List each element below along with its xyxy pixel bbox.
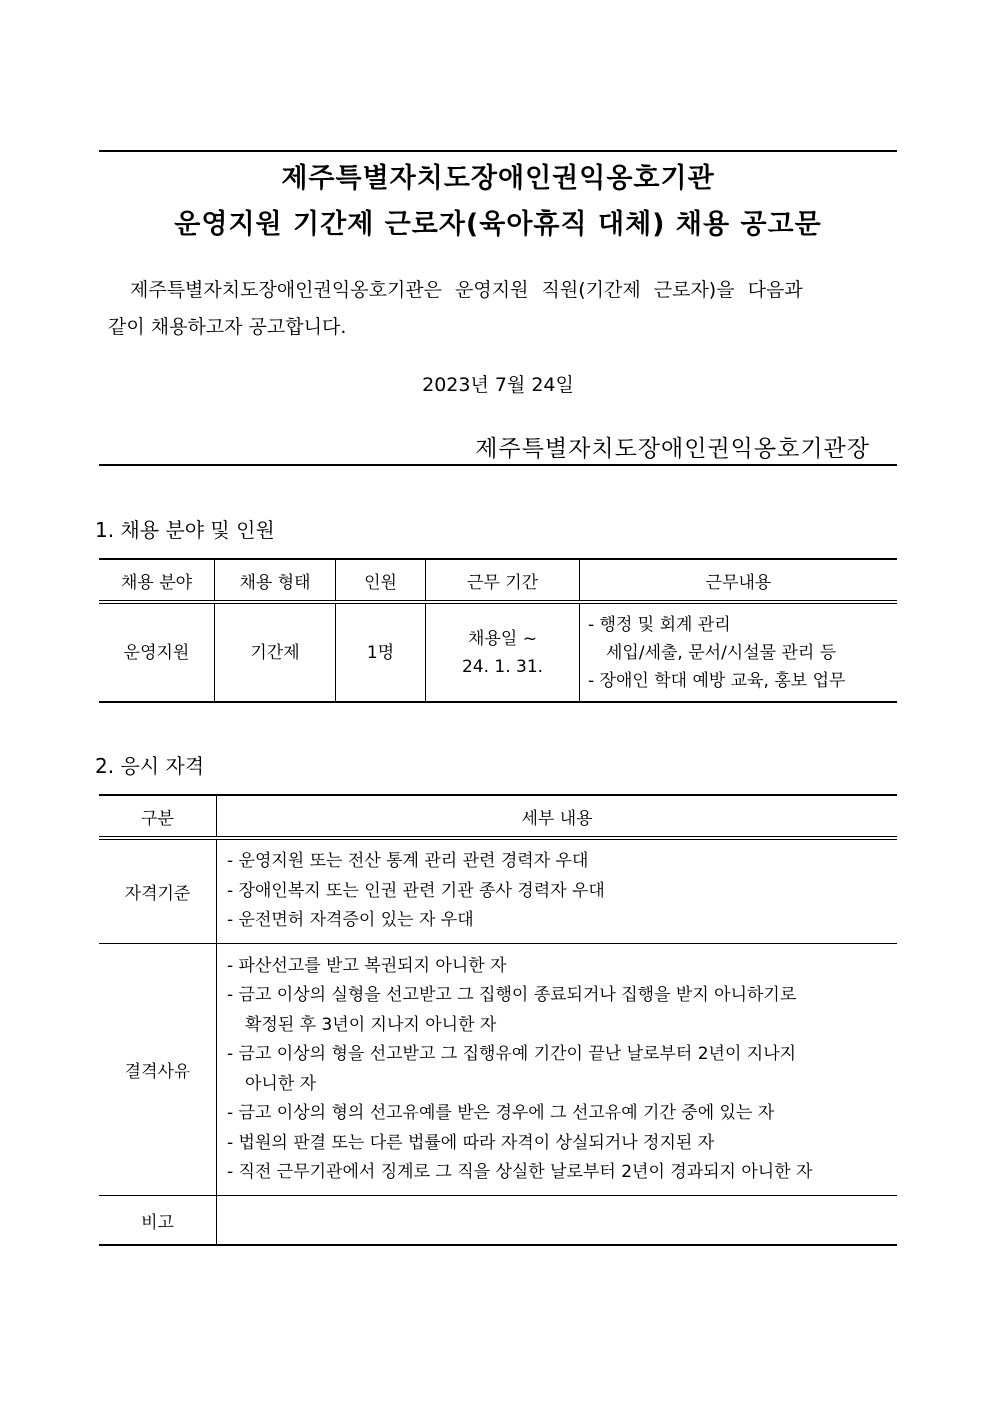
disqualification-details bbox=[217, 944, 898, 1196]
col-category: 구분 bbox=[99, 795, 217, 838]
col-type: 채용 형태 bbox=[215, 559, 336, 602]
table-row bbox=[99, 602, 897, 702]
duty-item: - 장애인 학대 예방 교육, 홍보 업무 bbox=[588, 670, 846, 691]
cell-type: 기간제 bbox=[215, 602, 336, 702]
cell-field: 운영지원 bbox=[99, 602, 215, 702]
remarks-value bbox=[217, 1196, 898, 1246]
qualification-details bbox=[217, 838, 898, 944]
list-item: 아니한 자 bbox=[245, 1073, 317, 1094]
list-item: - 운영지원 또는 전산 통계 관리 관련 경력자 우대 bbox=[227, 851, 589, 872]
col-count: 인원 bbox=[336, 559, 426, 602]
table-row bbox=[99, 1196, 897, 1246]
header-bottom-rule bbox=[99, 464, 897, 466]
list-item: - 운전면허 자격증이 있는 자 우대 bbox=[227, 910, 474, 931]
table-row bbox=[99, 838, 897, 944]
list-item: - 금고 이상의 형의 선고유예를 받은 경우에 그 선고유예 기간 중에 있는 자 bbox=[227, 1103, 775, 1123]
col-details: 세부 내용 bbox=[217, 795, 898, 838]
intro-line-2: 같이 채용하고자 공고합니다. bbox=[108, 316, 347, 338]
list-item: - 장애인복지 또는 인권 관련 기관 종사 경력자 우대 bbox=[227, 880, 605, 901]
col-period: 근무 기간 bbox=[426, 559, 580, 602]
header-top-rule bbox=[99, 150, 897, 152]
eligibility-table bbox=[99, 794, 897, 1246]
intro-line-1: 제주특별자치도장애인권익옹호기관은 운영지원 직원(기간제 근로자)을 다음과 bbox=[130, 279, 803, 301]
col-field: 채용 분야 bbox=[99, 559, 215, 602]
list-item: - 직전 근무기관에서 징계로 그 직을 상실한 날로부터 2년이 경과되지 아니한 자 bbox=[227, 1162, 813, 1182]
table-header-row bbox=[99, 559, 897, 602]
list-item: 확정된 후 3년이 지나지 아니한 자 bbox=[245, 1014, 497, 1035]
period-start: 채용일 ~ bbox=[468, 628, 537, 649]
duty-item: 세입/세출, 문서/시설물 관리 등 bbox=[606, 642, 837, 663]
list-item: - 파산선고를 받고 복권되지 아니한 자 bbox=[227, 955, 507, 976]
period-end: 24. 1. 31. bbox=[461, 656, 544, 677]
recruitment-table bbox=[99, 558, 897, 703]
table-header-row bbox=[99, 795, 897, 838]
qualification-label: 자격기준 bbox=[99, 838, 217, 944]
cell-duties bbox=[580, 602, 898, 702]
announcement-date: 2023년 7월 24일 bbox=[422, 374, 574, 396]
duty-item: - 행정 및 회계 관리 bbox=[588, 614, 731, 635]
cell-count: 1명 bbox=[336, 602, 426, 702]
remarks-label: 비고 bbox=[99, 1196, 217, 1246]
list-item: - 금고 이상의 형을 선고받고 그 집행유예 기간이 끝난 날로부터 2년이 지나지 bbox=[227, 1044, 797, 1064]
table-row bbox=[99, 944, 897, 1196]
cell-period bbox=[426, 602, 580, 702]
col-duties: 근무내용 bbox=[580, 559, 898, 602]
issuer-name: 제주특별자치도장애인권익옹호기관장 bbox=[475, 436, 870, 462]
list-item: - 법원의 판결 또는 다른 법률에 따라 자격이 상실되거나 정지된 자 bbox=[227, 1132, 715, 1153]
section-2-heading: 2. 응시 자격 bbox=[95, 754, 205, 778]
disqualification-label: 결격사유 bbox=[99, 944, 217, 1196]
section-1-heading: 1. 채용 분야 및 인원 bbox=[95, 518, 275, 542]
list-item: - 금고 이상의 실형을 선고받고 그 집행이 종료되거나 집행을 받지 아니하기로 bbox=[227, 985, 797, 1005]
document-title: 제주특별자치도장애인권익옹호기관 bbox=[281, 163, 715, 194]
document-subtitle: 운영지원 기간제 근로자(육아휴직 대체) 채용 공고문 bbox=[174, 209, 822, 240]
